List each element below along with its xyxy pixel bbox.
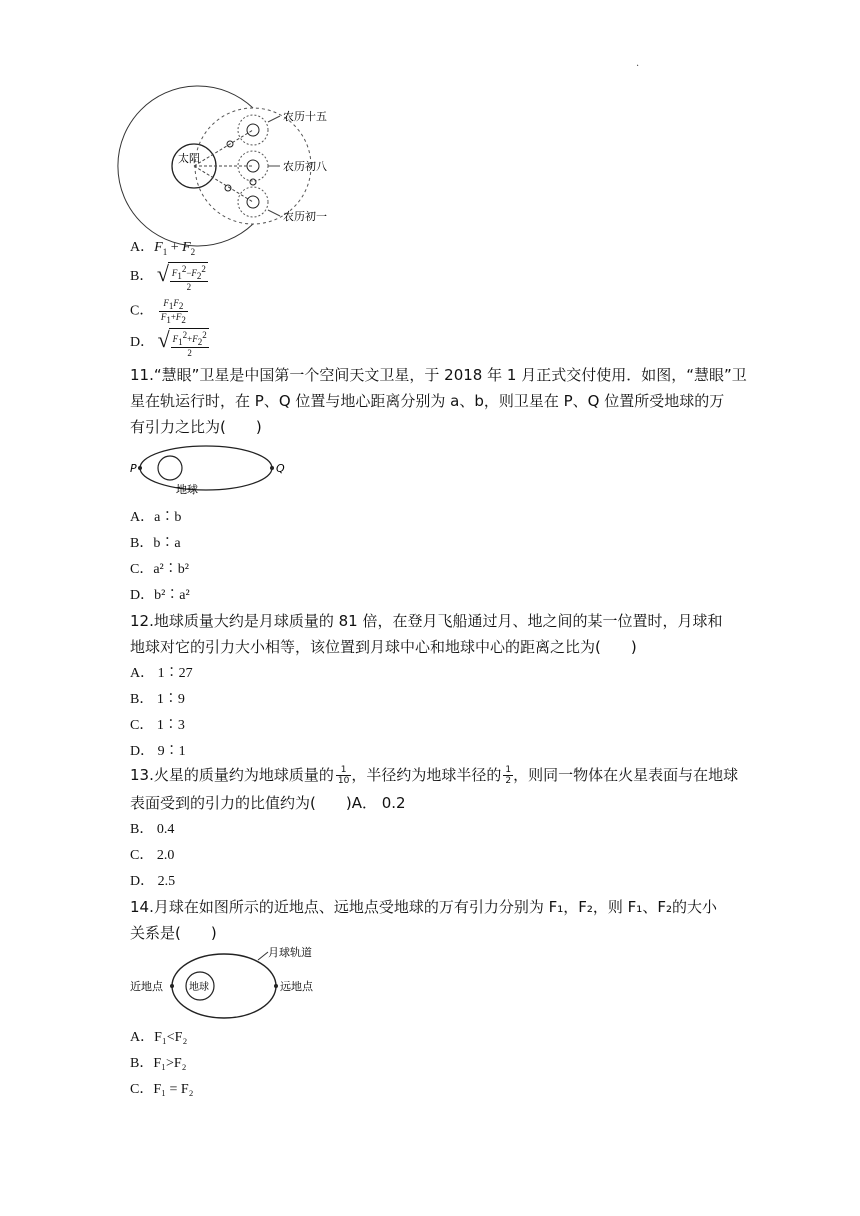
q12-line1: 12.地球质量大约是月球质量的 81 倍，在登月飞船通过月、地之间的某一位置时，月球和 (130, 612, 723, 630)
q13-option-c[interactable]: C． 2.0 (130, 848, 175, 863)
q10-option-c[interactable]: C． $\frac{F_1F_2}{F_1+F_2}$ (130, 298, 186, 325)
q14-line2: 关系是( ) (130, 924, 217, 942)
q13-option-b[interactable]: B． 0.4 (130, 822, 175, 837)
q12-option-c[interactable]: C． 1∶3 (130, 718, 185, 733)
q12-option-d[interactable]: D． 9∶1 (130, 744, 186, 759)
q14-line1: 14.月球在如图所示的近地点、远地点受地球的万有引力分别为 F₁，F₂，则 F₁、F₂的大小 (130, 898, 717, 916)
q13-line1: 13.火星的质量约为地球质量的 $\frac{1}{10}$ ，半径约为地球半径的 $\frac{1}{2}$ ，则同一物体在火星表面与在地球 (130, 765, 739, 786)
fig-orbit: 月球轨道 (268, 946, 312, 959)
q14-option-b[interactable]: B．F₁>F₂ (130, 1056, 187, 1071)
q13-option-d[interactable]: D． 2.5 (130, 874, 176, 889)
fig-earth-14: 地球 (189, 982, 209, 993)
q12-option-b[interactable]: B． 1∶9 (130, 692, 185, 707)
fig-far: 远地点 (280, 980, 313, 993)
q11-line3: 有引力之比为( ) (130, 418, 262, 436)
fig-earth: 地球 (176, 483, 198, 496)
fig-p: P (130, 462, 137, 475)
q11-option-d[interactable]: D．b²∶a² (130, 588, 190, 603)
q14-option-c[interactable]: C．F₁ = F₂ (130, 1082, 194, 1097)
fig-q: Q (276, 462, 285, 475)
q10-option-d[interactable]: D． √ $\frac{F_1^2+F_2^2}{2}$ (130, 327, 207, 358)
q10-option-b[interactable]: B． √ $\frac{F_1^2-F_2^2}{2}$ (130, 261, 206, 292)
q11-line1: 11.“慧眼”卫星是中国第一个空间天文卫星，于 2018 年 1 月正式交付使用．如图，“慧眼”卫 (130, 366, 747, 384)
moon-phase-figure (128, 100, 348, 232)
q11-line2: 星在轨运行时，在 P、Q 位置与地心距离分别为 a、b，则卫星在 P、Q 位置所受地球的万 (130, 392, 725, 410)
label-8: 农历初八 (283, 160, 327, 173)
satellite-orbit-figure (128, 444, 285, 502)
q12-option-a[interactable]: A． 1∶27 (130, 666, 193, 681)
q10-option-a[interactable]: A．$F_1 + F_2$ (130, 240, 196, 257)
q11-option-c[interactable]: C．a²∶b² (130, 562, 189, 577)
fig-near: 近地点 (130, 980, 163, 993)
q12-line2: 地球对它的引力大小相等，该位置到月球中心和地球中心的距离之比为( ) (130, 638, 637, 656)
label-15: 农历十五 (283, 110, 327, 123)
label-1: 农历初一 (283, 210, 327, 223)
q11-option-a[interactable]: A．a∶b (130, 510, 182, 525)
q13-line2: 表面受到的引力的比值约为( )A． 0.2 (130, 794, 406, 812)
q14-option-a[interactable]: A．F₁<F₂ (130, 1030, 188, 1045)
header-mark: . (636, 58, 640, 69)
sun-label: 太阳 (178, 152, 200, 165)
moon-orbit-figure (128, 944, 328, 1020)
q11-option-b[interactable]: B．b∶a (130, 536, 181, 551)
